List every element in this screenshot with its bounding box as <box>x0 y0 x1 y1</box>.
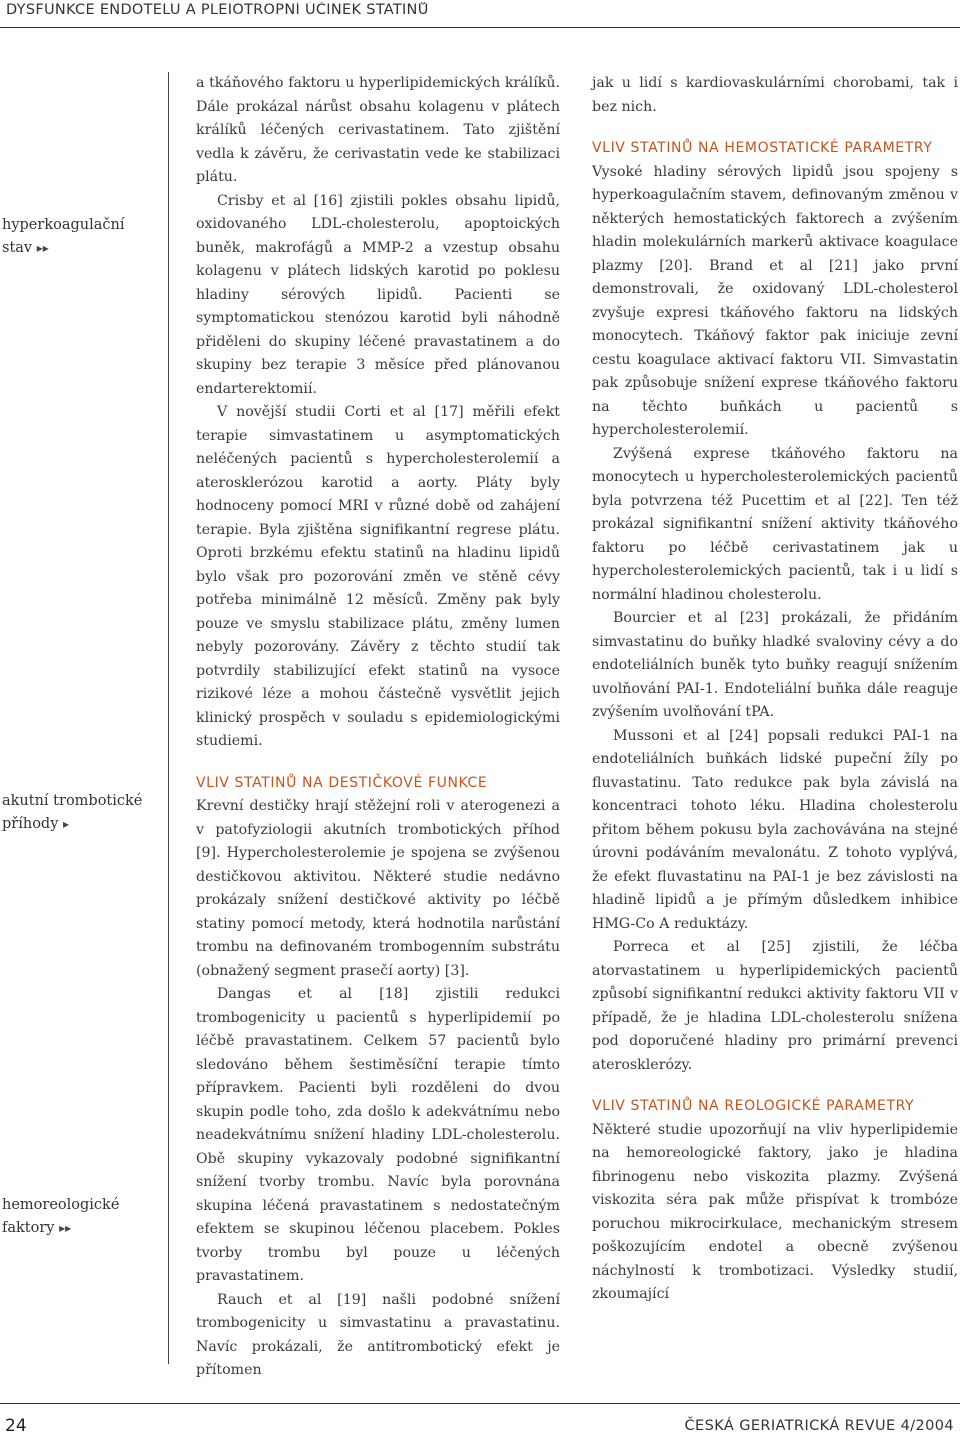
margin-note-hemoreologicke-faktory <box>2 1194 152 1240</box>
text-column-left <box>196 72 560 1383</box>
text-column-right <box>592 72 958 1307</box>
page-number: 24 <box>5 1416 27 1436</box>
section-heading-destickove-funkce: VLIV STATINŮ NA DESTIČKOVÉ FUNKCE <box>196 774 488 791</box>
double-arrow-icon: ▸▸ <box>36 241 49 255</box>
margin-note-text: akutní trombotické příhody <box>2 793 143 832</box>
paragraph: Rauch et al [19] našli podobné snížení trombogenicity u simvastatinu a pravastatinu. Navíc prokázali, že antitrombotický efekt je přítomen <box>196 1291 560 1378</box>
paragraph: Krevní destičky hrají stěžejní roli v aterogenezi a v patofyziologii akutních trombotických příhod [9]. Hypercholesterolemie je spojena se zvýšenou destičkovou aktivitou. Některé studie nedávno prokázaly snížení destičkové aktivity po léčbě statiny pomocí metody, která hodnotila narůstání trombu na definovaném trombogenním substrátu (obnažený segment prasečí aorty) [3]. <box>196 798 560 979</box>
margin-note-text: hemoreologické faktory <box>2 1197 120 1236</box>
journal-title: ČESKÁ GERIATRICKÁ REVUE 4/2004 <box>684 1418 954 1434</box>
paragraph: Porreca et al [25] zjistili, že léčba atorvastatinem u hyperlipidemických pacientů způsobí signifikantní redukci aktivity faktoru VII v případě, že je hladina LDL-cholesterolu snížena pod doporučené hladiny pro primární prevenci aterosklerózy. <box>592 939 958 1073</box>
paragraph: a tkáňového faktoru u hyperlipidemických králíků. Dále prokázal nárůst obsahu kolagenu v plátech králíků léčených cerivastatinem. Tato zjištění vedla k závěru, že cerivastatin vede ke stabilizaci plátu. <box>196 75 560 185</box>
paragraph: Crisby et al [16] zjistili pokles obsahu lipidů, oxidovaného LDL-cholesterolu, apoptoických buněk, makrofágů a MMP-2 a vzestup obsahu kolagenu v plátech lidských karotid po poklesu hladiny sérových lipidů. Pacienti se symptomatickou stenózou karotid byli náhodně přiděleni do skupiny léčené pravastatinem a do skupiny bez terapie 3 měsíce před plánovanou endarterektomií. <box>196 192 560 397</box>
paragraph: jak u lidí s kardiovaskulárními chorobami, tak i bez nich. <box>592 75 958 115</box>
section-heading-reologicke-parametry: VLIV STATINŮ NA REOLOGICKÉ PARAMETRY <box>592 1098 915 1114</box>
paragraph: Mussoni et al [24] popsali redukci PAI-1 na endoteliálních buňkách lidské pupeční žíly po fluvastatinu. Tato redukce pak byla závislá na koncentraci tohoto léku. Hladina cholesterolu přitom během pokusu byla zachovávána na stejné úrovni podáváním mevalonátu. Z tohoto vyplývá, že efekt fluvastatinu na PAI-1 je bez závislosti na hladině lipidů a je přímým důsledkem inhibice HMG-Co A reduktázy. <box>592 727 958 932</box>
header-divider <box>0 27 960 28</box>
arrow-icon: ▸ <box>63 817 70 831</box>
section-heading-hemostaticke-parametry: VLIV STATINŮ NA HEMOSTATICKÉ PARAMETRY <box>592 140 933 156</box>
paragraph: Bourcier et al [23] prokázali, že přidáním simvastatinu do buňky hladké svaloviny cévy a do endoteliálních buněk tyto buňky reagují snížením uvolňování PAI-1. Endoteliální buňka dále reaguje zvýšením uvolňování tPA. <box>592 610 958 720</box>
margin-note-text: hyperkoagulační stav <box>2 217 125 256</box>
margin-note-akutni-tromboticke-prihody <box>2 790 152 836</box>
paragraph: Dangas et al [18] zjistili redukci trombogenicity u pacientů s hyperlipidemií po léčbě pravastatinem. Celkem 57 pacientů bylo sledováno během šestiměsíční terapie tímto přípravkem. Pacienti byli rozděleni do dvou skupin podle toho, zda došlo k adekvátnímu nebo neadekvátnímu snížení hladiny LDL-cholesterolu. Obě skupiny vykazovaly podobné signifikantní snížení tvorby trombu. Navíc byla porovnána skupina léčená pravastatinem s nedostatečným efektem se skupinou léčenou placebem. Pokles tvorby trombu byl pouze u léčených pravastatinem. <box>196 986 560 1284</box>
double-arrow-icon: ▸▸ <box>59 1221 72 1235</box>
footer-divider <box>0 1403 960 1404</box>
margin-divider <box>168 72 169 1364</box>
running-header: DYSFUNKCE ENDOTELU A PLEIOTROPNÍ ÚČINEK STATINŮ <box>6 2 429 18</box>
paragraph: Některé studie upozorňují na vliv hyperlipidemie na hemoreologické faktory, jako je hladina fibrinogenu nebo viskozita plazmy. Zvýšená viskozita séra pak může přispívat k trombóze poruchou mikrocirkulace, mechanickým stresem poškozujícím endotel a obecně zvýšenou náchylností k trombotizaci. Výsledky studií, zkoumající <box>592 1121 958 1302</box>
paragraph: Vysoké hladiny sérových lipidů jsou spojeny s hyperkoagulačním stavem, definovaným změnou v některých hemostatických faktorech a zvýšením hladin molekulárních markerů aktivace koagulace plazmy [20]. Brand et al [21] jako první demonstrovali, že oxidovaný LDL-cholesterol zvyšuje expresi tkáňového faktoru na lidských monocytech. Tkáňový faktor pak iniciuje zevní cestu koagulace aktivací faktoru VII. Simvastatin pak způsobuje snížení exprese tkáňového faktoru na těchto buňkách u pacientů s hypercholesterolemií. <box>592 163 958 438</box>
paragraph: V novější studii Corti et al [17] měřili efekt terapie simvastatinem u asymptomatických neléčených pacientů s hypercholesterolemií a aterosklerózou karotid a aorty. Pláty byly hodnoceny pomocí MRI v různé době od zahájení terapie. Byla zjištěna signifikantní regrese plátu. Oproti brzkému efektu statinů na hladinu lipidů bylo však pro pozorování změn ve stěně cévy potřeba minimálně 12 měsíců. Změny pak byly pouze ve smyslu stabilizace plátu, změny lumen nebyly pozorovány. Závěry z těchto studií tak potvrdily stabilizující efekt statinů na vysoce rizikové léze a mohou částečně vysvětlit jejich klinický prospěch v souladu s epidemiologickými studiemi. <box>196 404 560 749</box>
margin-note-hyperkoagulacni-stav <box>2 214 152 260</box>
paragraph: Zvýšená exprese tkáňového faktoru na monocytech u hypercholesterolemických pacientů byla potvrzena též Pucettim et al [22]. Ten též prokázal signifikantní snížení aktivity tkáňového faktoru po léčbě cerivastatinem jak u hypercholesterolemických pacientů, tak i u lidí s normální hladinou cholesterolu. <box>592 445 958 603</box>
